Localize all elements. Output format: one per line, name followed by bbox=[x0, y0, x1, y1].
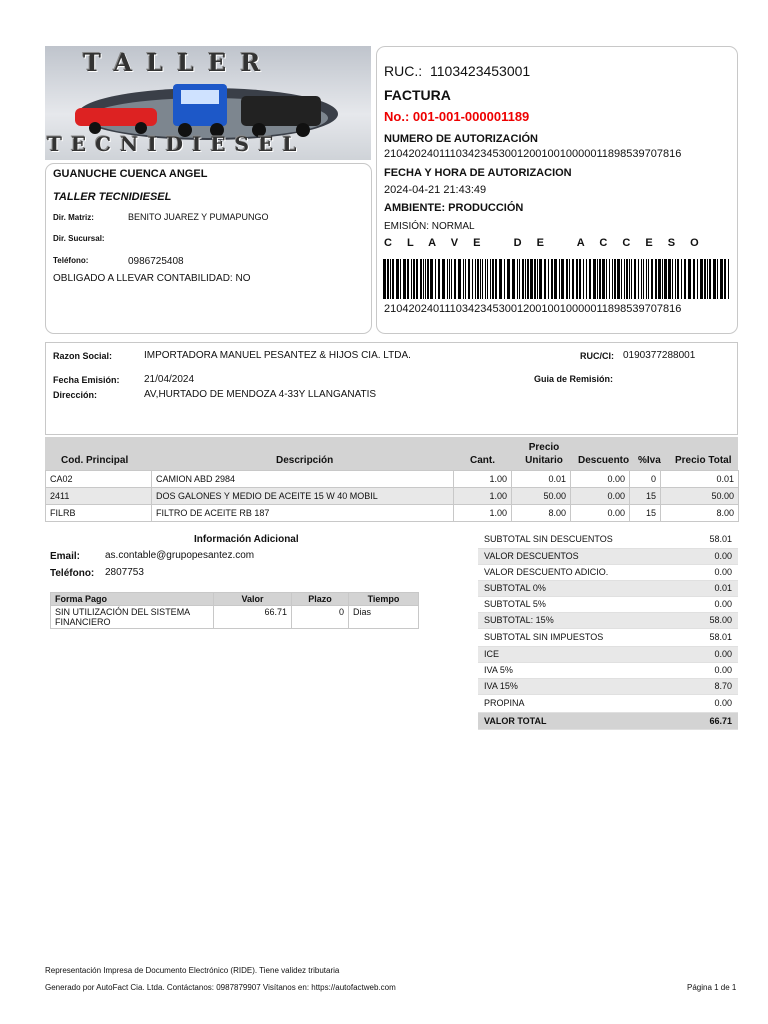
barcode-bar bbox=[472, 259, 473, 299]
item-iva: 15 bbox=[630, 505, 661, 522]
total-label: SUBTOTAL SIN DESCUENTOS bbox=[478, 531, 666, 548]
barcode-bar bbox=[559, 259, 560, 299]
total-label: SUBTOTAL SIN IMPUESTOS bbox=[478, 628, 666, 646]
item-discount: 0.00 bbox=[571, 471, 630, 488]
barcode-bar bbox=[651, 259, 653, 299]
item-code: 2411 bbox=[46, 488, 152, 505]
barcode-bar bbox=[612, 259, 613, 299]
barcode-bar bbox=[672, 259, 673, 299]
barcode-bar bbox=[423, 259, 424, 299]
customer-address-value: AV,HURTADO DE MENDOZA 4-33Y LLANGANATIS bbox=[144, 389, 377, 400]
ruc-line bbox=[384, 63, 530, 79]
footer-line-2: Generado por AutoFact Cia. Ltda. Contáctanos: 0987879907 Visítanos en: https://autofactweb.com bbox=[45, 983, 396, 992]
barcode-bar bbox=[396, 259, 399, 299]
item-price: 50.00 bbox=[512, 488, 571, 505]
total-row bbox=[478, 580, 738, 596]
barcode-bar bbox=[631, 259, 632, 299]
barcode-bar bbox=[420, 259, 422, 299]
barcode-bar bbox=[475, 259, 476, 299]
customer-ruc-label: RUC/CI: bbox=[580, 351, 614, 361]
barcode-bar bbox=[566, 259, 568, 299]
barcode-bar bbox=[400, 259, 401, 299]
customer-name-value: IMPORTADORA MANUEL PESANTEZ & HIJOS CIA. LTDA. bbox=[144, 350, 411, 361]
barcode-bar bbox=[664, 259, 667, 299]
total-value: 58.00 bbox=[666, 612, 738, 628]
barcode-bar bbox=[449, 259, 450, 299]
item-code: FILRB bbox=[46, 505, 152, 522]
total-value: 0.00 bbox=[666, 596, 738, 612]
barcode-bar bbox=[485, 259, 486, 299]
access-key-label: C L A V E D E A C C E S O bbox=[384, 237, 705, 249]
total-label: SUBTOTAL: 15% bbox=[478, 612, 666, 628]
issuer-box bbox=[45, 163, 372, 334]
total-row bbox=[478, 548, 738, 564]
barcode-bar bbox=[579, 259, 581, 299]
barcode-bar bbox=[624, 259, 625, 299]
grand-total-row bbox=[478, 712, 738, 729]
barcode-bar bbox=[569, 259, 570, 299]
barcode-bar bbox=[522, 259, 524, 299]
grand-total-label: VALOR TOTAL bbox=[478, 712, 666, 729]
barcode-bar bbox=[492, 259, 494, 299]
pay-value: 66.71 bbox=[214, 606, 292, 629]
item-qty: 1.00 bbox=[454, 471, 512, 488]
barcode-bar bbox=[390, 259, 391, 299]
additional-title: Información Adicional bbox=[194, 534, 299, 545]
total-value: 0.01 bbox=[666, 580, 738, 596]
barcode-bar bbox=[482, 259, 483, 299]
barcode-bar bbox=[519, 259, 520, 299]
pay-form: SIN UTILIZACIÓN DEL SISTEMA FINANCIERO bbox=[51, 606, 214, 629]
customer-date-label: Fecha Emisión: bbox=[53, 375, 120, 385]
barcode-bar bbox=[609, 259, 610, 299]
barcode-bar bbox=[530, 259, 533, 299]
barcode-bar bbox=[576, 259, 578, 299]
barcode-bar bbox=[713, 259, 716, 299]
item-desc: CAMION ABD 2984 bbox=[152, 471, 454, 488]
ruc-label: RUC.: bbox=[384, 63, 423, 79]
barcode-bar bbox=[593, 259, 596, 299]
barcode-bar bbox=[688, 259, 691, 299]
barcode-bar bbox=[626, 259, 628, 299]
barcode-bar bbox=[589, 259, 591, 299]
item-price: 8.00 bbox=[512, 505, 571, 522]
barcode-bar bbox=[681, 259, 682, 299]
barcode-bar bbox=[387, 259, 389, 299]
barcode-bar bbox=[468, 259, 470, 299]
barcode-bar bbox=[658, 259, 661, 299]
item-total: 8.00 bbox=[661, 505, 739, 522]
total-value: 8.70 bbox=[666, 678, 738, 694]
barcode-bar bbox=[544, 259, 546, 299]
email-value: as.contable@grupopesantez.com bbox=[105, 550, 255, 561]
barcode-bar bbox=[490, 259, 491, 299]
barcode-bar bbox=[641, 259, 642, 299]
table-row bbox=[46, 471, 739, 488]
barcode-bar bbox=[458, 259, 461, 299]
barcode-bar bbox=[499, 259, 502, 299]
table-row bbox=[46, 488, 739, 505]
invoice-number: No.: 001-001-000001189 bbox=[384, 109, 530, 124]
item-discount: 0.00 bbox=[571, 488, 630, 505]
barcode-bar bbox=[602, 259, 605, 299]
logo-bottom-text: TECNIDIESEL bbox=[47, 132, 306, 156]
pay-col-form: Forma Pago bbox=[51, 593, 214, 606]
barcode-bar bbox=[561, 259, 564, 299]
barcode-bar bbox=[383, 259, 386, 299]
customer-name-label: Razon Social: bbox=[53, 351, 113, 361]
barcode-bar bbox=[583, 259, 584, 299]
ruc-value: 1103423453001 bbox=[430, 63, 531, 79]
barcode-bar bbox=[551, 259, 553, 299]
col-qty: Cant. bbox=[470, 455, 495, 466]
total-value: 0.00 bbox=[666, 694, 738, 712]
barcode-bar bbox=[697, 259, 698, 299]
matrix-label: Dir. Matriz: bbox=[53, 213, 94, 222]
barcode-bar bbox=[527, 259, 529, 299]
auth-label: NUMERO DE AUTORIZACIÓN bbox=[384, 133, 538, 145]
col-discount: Descuento bbox=[578, 455, 630, 466]
total-value: 58.01 bbox=[666, 628, 738, 646]
total-value: 0.00 bbox=[666, 548, 738, 564]
total-row bbox=[478, 678, 738, 694]
total-label: IVA 5% bbox=[478, 662, 666, 678]
item-qty: 1.00 bbox=[454, 505, 512, 522]
emission: EMISIÓN: NORMAL bbox=[384, 221, 475, 232]
customer-address-label: Dirección: bbox=[53, 390, 98, 400]
page-number: Página 1 de 1 bbox=[687, 983, 737, 992]
barcode-bar bbox=[693, 259, 695, 299]
total-value: 58.01 bbox=[666, 531, 738, 548]
barcode-bar bbox=[495, 259, 497, 299]
barcode-bar bbox=[463, 259, 464, 299]
barcode-bar bbox=[684, 259, 686, 299]
barcode-bar bbox=[646, 259, 647, 299]
barcode-bar bbox=[617, 259, 620, 299]
barcode-bar bbox=[465, 259, 466, 299]
item-iva: 15 bbox=[630, 488, 661, 505]
barcode-bar bbox=[709, 259, 711, 299]
barcode-bar bbox=[634, 259, 636, 299]
barcode-bar bbox=[704, 259, 706, 299]
barcode bbox=[383, 259, 731, 299]
col-iva: %Iva bbox=[638, 455, 661, 466]
payment-header-row bbox=[51, 593, 419, 606]
barcode-bar bbox=[416, 259, 418, 299]
item-desc: FILTRO DE ACEITE RB 187 bbox=[152, 505, 454, 522]
issuer-phone-value: 0986725408 bbox=[128, 256, 184, 267]
barcode-bar bbox=[648, 259, 649, 299]
doc-type: FACTURA bbox=[384, 87, 451, 103]
items-table bbox=[45, 470, 739, 522]
barcode-bar bbox=[554, 259, 557, 299]
barcode-bar bbox=[720, 259, 723, 299]
pay-col-value: Valor bbox=[214, 593, 292, 606]
pay-term: 0 bbox=[292, 606, 349, 629]
barcode-bar bbox=[407, 259, 409, 299]
email-label: Email: bbox=[50, 551, 81, 562]
barcode-bar bbox=[442, 259, 445, 299]
barcode-bar bbox=[507, 259, 510, 299]
total-row bbox=[478, 596, 738, 612]
col-code: Cod. Principal bbox=[61, 455, 129, 466]
pay-col-term: Plazo bbox=[292, 593, 349, 606]
barcode-bar bbox=[597, 259, 598, 299]
pay-col-time: Tiempo bbox=[349, 593, 419, 606]
datetime-value: 2024-04-21 21:43:49 bbox=[384, 184, 487, 196]
add-phone-value: 2807753 bbox=[105, 567, 144, 578]
total-label: PROPINA bbox=[478, 694, 666, 712]
auth-value: 2104202401110342345300120010010000011898539707816 bbox=[384, 148, 682, 160]
total-value: 0.00 bbox=[666, 646, 738, 662]
item-total: 0.01 bbox=[661, 471, 739, 488]
item-iva: 0 bbox=[630, 471, 661, 488]
barcode-bar bbox=[504, 259, 505, 299]
item-code: CA02 bbox=[46, 471, 152, 488]
barcode-bar bbox=[599, 259, 601, 299]
col-desc: Descripción bbox=[276, 455, 334, 466]
barcode-bar bbox=[675, 259, 676, 299]
barcode-bar bbox=[668, 259, 671, 299]
footer-line-1: Representación Impresa de Documento Electrónico (RIDE). Tiene validez tributaria bbox=[45, 966, 340, 975]
total-row bbox=[478, 628, 738, 646]
barcode-bar bbox=[643, 259, 644, 299]
barcode-bar bbox=[413, 259, 415, 299]
barcode-bar bbox=[572, 259, 574, 299]
barcode-bar bbox=[427, 259, 429, 299]
barcode-bar bbox=[534, 259, 536, 299]
total-label: IVA 15% bbox=[478, 678, 666, 694]
item-desc: DOS GALONES Y MEDIO DE ACEITE 15 W 40 MOBIL bbox=[152, 488, 454, 505]
barcode-bar bbox=[662, 259, 663, 299]
total-value: 0.00 bbox=[666, 564, 738, 580]
barcode-bar bbox=[435, 259, 436, 299]
payment-table bbox=[50, 592, 419, 629]
add-phone-label: Teléfono: bbox=[50, 568, 95, 579]
customer-date-value: 21/04/2024 bbox=[144, 374, 195, 385]
environment: AMBIENTE: PRODUCCIÓN bbox=[384, 202, 524, 214]
datetime-label: FECHA Y HORA DE AUTORIZACION bbox=[384, 167, 572, 179]
barcode-bar bbox=[411, 259, 412, 299]
logo-top-text: TALLER bbox=[83, 48, 275, 77]
item-total: 50.00 bbox=[661, 488, 739, 505]
total-row bbox=[478, 612, 738, 628]
total-row bbox=[478, 564, 738, 580]
table-row bbox=[51, 606, 419, 629]
barcode-bar bbox=[480, 259, 481, 299]
col-total: Precio Total bbox=[675, 455, 732, 466]
table-row bbox=[46, 505, 739, 522]
issuer-name: GUANUCHE CUENCA ANGEL bbox=[53, 168, 208, 180]
barcode-bar bbox=[477, 259, 479, 299]
totals-table bbox=[478, 531, 738, 730]
grand-total-value: 66.71 bbox=[666, 712, 738, 729]
barcode-bar bbox=[537, 259, 538, 299]
barcode-bar bbox=[430, 259, 433, 299]
barcode-bar bbox=[614, 259, 616, 299]
customer-ruc-value: 0190377288001 bbox=[623, 350, 696, 361]
barcode-bar bbox=[700, 259, 703, 299]
barcode-bar bbox=[638, 259, 639, 299]
total-row bbox=[478, 531, 738, 548]
total-row bbox=[478, 646, 738, 662]
barcode-bar bbox=[707, 259, 708, 299]
barcode-bar bbox=[629, 259, 630, 299]
col-price-bottom: Unitario bbox=[525, 455, 563, 466]
barcode-bar bbox=[451, 259, 452, 299]
barcode-bar bbox=[621, 259, 622, 299]
branch-label: Dir. Sucursal: bbox=[53, 234, 105, 243]
total-label: SUBTOTAL 0% bbox=[478, 580, 666, 596]
col-price-top: Precio bbox=[528, 442, 560, 453]
col-price bbox=[518, 441, 570, 467]
barcode-bar bbox=[606, 259, 607, 299]
barcode-bar bbox=[517, 259, 518, 299]
barcode-bar bbox=[717, 259, 718, 299]
barcode-bar bbox=[454, 259, 456, 299]
total-row bbox=[478, 694, 738, 712]
guide-label: Guia de Remisión: bbox=[534, 374, 614, 384]
barcode-bar bbox=[447, 259, 448, 299]
barcode-bar bbox=[512, 259, 515, 299]
barcode-bar bbox=[724, 259, 726, 299]
barcode-bar bbox=[438, 259, 440, 299]
barcode-bar bbox=[539, 259, 542, 299]
total-value: 0.00 bbox=[666, 662, 738, 678]
item-qty: 1.00 bbox=[454, 488, 512, 505]
total-label: SUBTOTAL 5% bbox=[478, 596, 666, 612]
barcode-bar bbox=[525, 259, 526, 299]
barcode-bar bbox=[655, 259, 657, 299]
items-header bbox=[45, 437, 738, 470]
item-price: 0.01 bbox=[512, 471, 571, 488]
barcode-bar bbox=[677, 259, 679, 299]
issuer-trade-name: TALLER TECNIDIESEL bbox=[53, 191, 172, 203]
total-label: VALOR DESCUENTOS bbox=[478, 548, 666, 564]
accounting-note: OBLIGADO A LLEVAR CONTABILIDAD: NO bbox=[53, 273, 251, 284]
matrix-value: BENITO JUAREZ Y PUMAPUNGO bbox=[128, 212, 269, 222]
pay-time: Dias bbox=[349, 606, 419, 629]
company-logo bbox=[45, 46, 371, 160]
total-label: ICE bbox=[478, 646, 666, 662]
access-key-value: 2104202401110342345300120010010000011898539707816 bbox=[384, 303, 682, 315]
barcode-bar bbox=[425, 259, 426, 299]
barcode-bar bbox=[392, 259, 394, 299]
barcode-bar bbox=[548, 259, 549, 299]
item-discount: 0.00 bbox=[571, 505, 630, 522]
issuer-phone-label: Teléfono: bbox=[53, 256, 89, 265]
barcode-bar bbox=[403, 259, 406, 299]
barcode-bar bbox=[728, 259, 729, 299]
barcode-bar bbox=[586, 259, 587, 299]
barcode-bar bbox=[487, 259, 488, 299]
total-label: VALOR DESCUENTO ADICIO. bbox=[478, 564, 666, 580]
total-row bbox=[478, 662, 738, 678]
